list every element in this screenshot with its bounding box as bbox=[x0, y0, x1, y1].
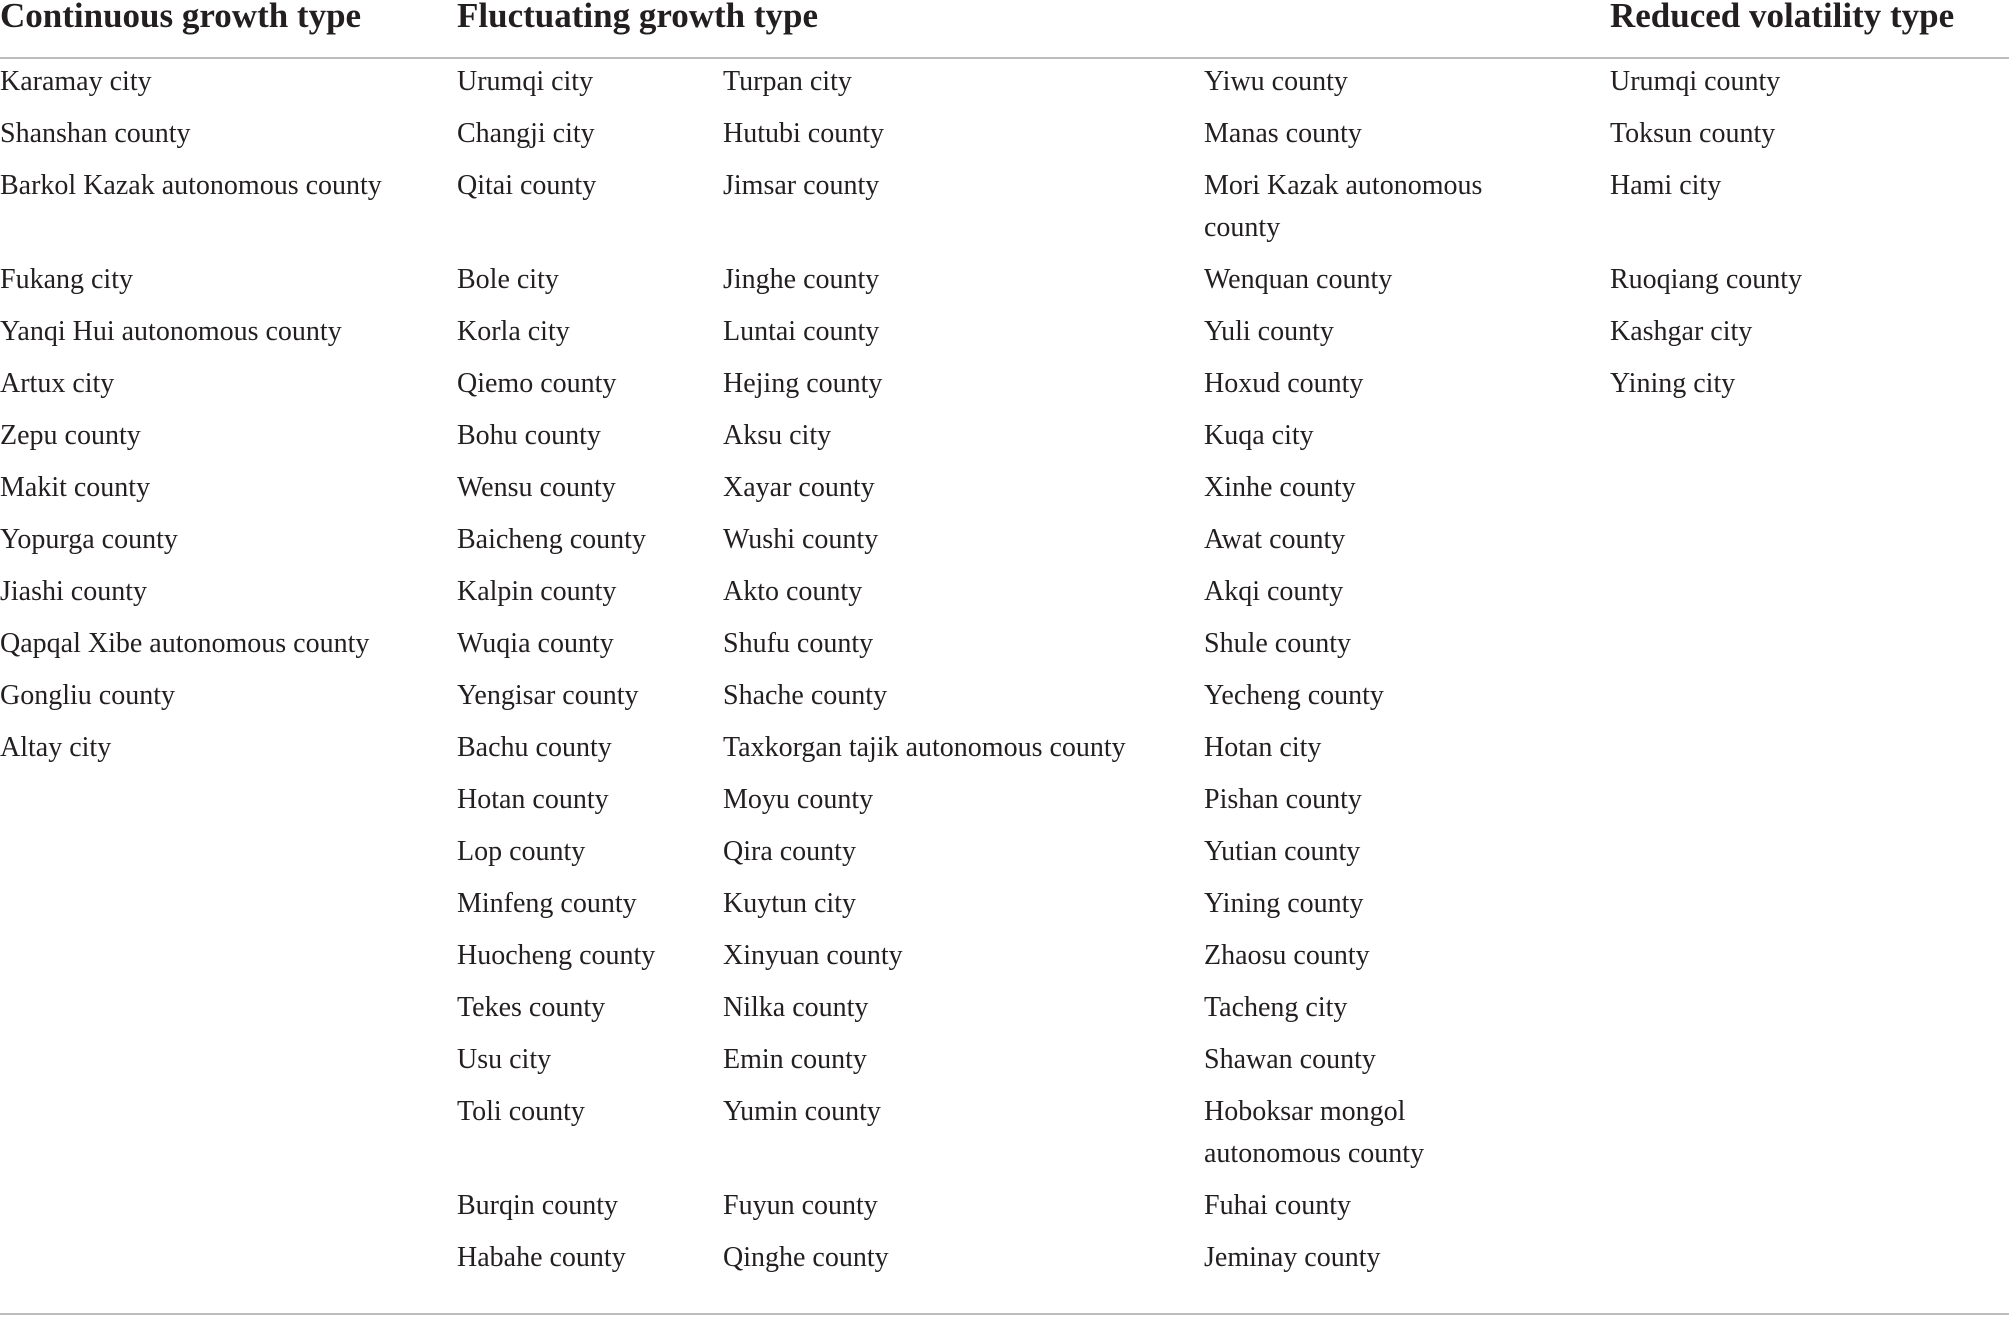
table-cell: Usu city bbox=[457, 1044, 552, 1075]
table-cell: Nilka county bbox=[723, 992, 869, 1023]
table-cell: Gongliu county bbox=[0, 680, 175, 711]
table-cell: Jinghe county bbox=[723, 264, 880, 295]
table-cell: Wensu county bbox=[457, 472, 616, 503]
table-cell: Wushi county bbox=[723, 524, 879, 555]
table-cell: Aksu city bbox=[723, 420, 832, 451]
table-cell: Changji city bbox=[457, 118, 595, 149]
bottom-rule bbox=[0, 1313, 2009, 1315]
table-cell: Yiwu county bbox=[1204, 66, 1348, 97]
table-cell: Bohu county bbox=[457, 420, 601, 451]
table-cell: Yanqi Hui autonomous county bbox=[0, 316, 342, 347]
header-rule bbox=[0, 57, 2009, 59]
table-cell: Ruoqiang county bbox=[1610, 264, 1803, 295]
table-cell: Hutubi county bbox=[723, 118, 884, 149]
table-cell: Hotan county bbox=[457, 784, 609, 815]
table-cell: Jeminay county bbox=[1204, 1242, 1381, 1273]
table-cell: Urumqi city bbox=[457, 66, 594, 97]
table-cell: Qinghe county bbox=[723, 1242, 889, 1273]
table-cell: Barkol Kazak autonomous county bbox=[0, 170, 382, 201]
table-cell: Kuytun city bbox=[723, 888, 856, 919]
table-cell: Habahe county bbox=[457, 1242, 626, 1273]
table-cell: Kalpin county bbox=[457, 576, 617, 607]
table-cell: Yining county bbox=[1204, 888, 1364, 919]
table-cell: Emin county bbox=[723, 1044, 867, 1075]
table-cell: Yutian county bbox=[1204, 836, 1361, 867]
table-cell: Makit county bbox=[0, 472, 151, 503]
table-cell: Shufu county bbox=[723, 628, 874, 659]
table-cell: Urumqi county bbox=[1610, 66, 1781, 97]
table-cell: Yecheng county bbox=[1204, 680, 1384, 711]
table-cell: Toksun county bbox=[1610, 118, 1776, 149]
table-cell: Mori Kazak autonomous bbox=[1204, 170, 1483, 201]
table-cell: Artux city bbox=[0, 368, 115, 399]
table-cell: Lop county bbox=[457, 836, 586, 867]
table-cell: Hoxud county bbox=[1204, 368, 1364, 399]
table-cell: Turpan city bbox=[723, 66, 852, 97]
table-cell: Yumin county bbox=[723, 1096, 881, 1127]
table-cell: Tacheng city bbox=[1204, 992, 1348, 1023]
table-cell: Karamay city bbox=[0, 66, 152, 97]
table-cell: Huocheng county bbox=[457, 940, 656, 971]
table-cell: Fukang city bbox=[0, 264, 133, 295]
table-cell: Qitai county bbox=[457, 170, 597, 201]
table-cell: Kashgar city bbox=[1610, 316, 1753, 347]
table-cell: Wenquan county bbox=[1204, 264, 1393, 295]
table-cell: Kuqa city bbox=[1204, 420, 1314, 451]
header-fluctuating-growth: Fluctuating growth type bbox=[457, 0, 819, 35]
table-cell: Minfeng county bbox=[457, 888, 637, 919]
table-cell: Tekes county bbox=[457, 992, 606, 1023]
table-cell: Hoboksar mongol bbox=[1204, 1096, 1406, 1127]
table-cell: Toli county bbox=[457, 1096, 585, 1127]
table-cell: Yengisar county bbox=[457, 680, 639, 711]
table-cell: Shache county bbox=[723, 680, 888, 711]
table-cell: Wuqia county bbox=[457, 628, 614, 659]
table-cell: Manas county bbox=[1204, 118, 1362, 149]
table-cell: Korla city bbox=[457, 316, 570, 347]
table-cell: Akqi county bbox=[1204, 576, 1344, 607]
header-reduced-volatility: Reduced volatility type bbox=[1610, 0, 1955, 35]
table-cell: Jimsar county bbox=[723, 170, 880, 201]
table-cell: Shanshan county bbox=[0, 118, 191, 149]
table-cell: Zhaosu county bbox=[1204, 940, 1370, 971]
table-cell: Bole city bbox=[457, 264, 559, 295]
table-cell: Awat county bbox=[1204, 524, 1346, 555]
table-cell: Xayar county bbox=[723, 472, 875, 503]
table-cell: Yopurga county bbox=[0, 524, 178, 555]
table-cell: Xinhe county bbox=[1204, 472, 1356, 503]
table-cell: Bachu county bbox=[457, 732, 612, 763]
table-cell: Yuli county bbox=[1204, 316, 1334, 347]
table-cell: Burqin county bbox=[457, 1190, 618, 1221]
table-cell: county bbox=[1204, 212, 1281, 243]
table-cell: autonomous county bbox=[1204, 1138, 1425, 1169]
table-cell: Hejing county bbox=[723, 368, 883, 399]
table-cell: Altay city bbox=[0, 732, 112, 763]
table-cell: Baicheng county bbox=[457, 524, 646, 555]
table-cell: Jiashi county bbox=[0, 576, 147, 607]
table-cell: Moyu county bbox=[723, 784, 874, 815]
table-cell: Fuyun county bbox=[723, 1190, 878, 1221]
table-cell: Taxkorgan tajik autonomous county bbox=[723, 732, 1126, 763]
table-cell: Xinyuan county bbox=[723, 940, 903, 971]
table-cell: Yining city bbox=[1610, 368, 1736, 399]
table-cell: Hami city bbox=[1610, 170, 1722, 201]
table-cell: Qapqal Xibe autonomous county bbox=[0, 628, 370, 659]
table-cell: Shule county bbox=[1204, 628, 1351, 659]
table-cell: Pishan county bbox=[1204, 784, 1362, 815]
table-cell: Akto county bbox=[723, 576, 863, 607]
table-cell: Qiemo county bbox=[457, 368, 617, 399]
table-cell: Hotan city bbox=[1204, 732, 1322, 763]
table-cell: Qira county bbox=[723, 836, 856, 867]
header-continuous-growth: Continuous growth type bbox=[0, 0, 362, 35]
table-cell: Zepu county bbox=[0, 420, 141, 451]
table-cell: Luntai county bbox=[723, 316, 880, 347]
table-cell: Shawan county bbox=[1204, 1044, 1376, 1075]
table-cell: Fuhai county bbox=[1204, 1190, 1351, 1221]
